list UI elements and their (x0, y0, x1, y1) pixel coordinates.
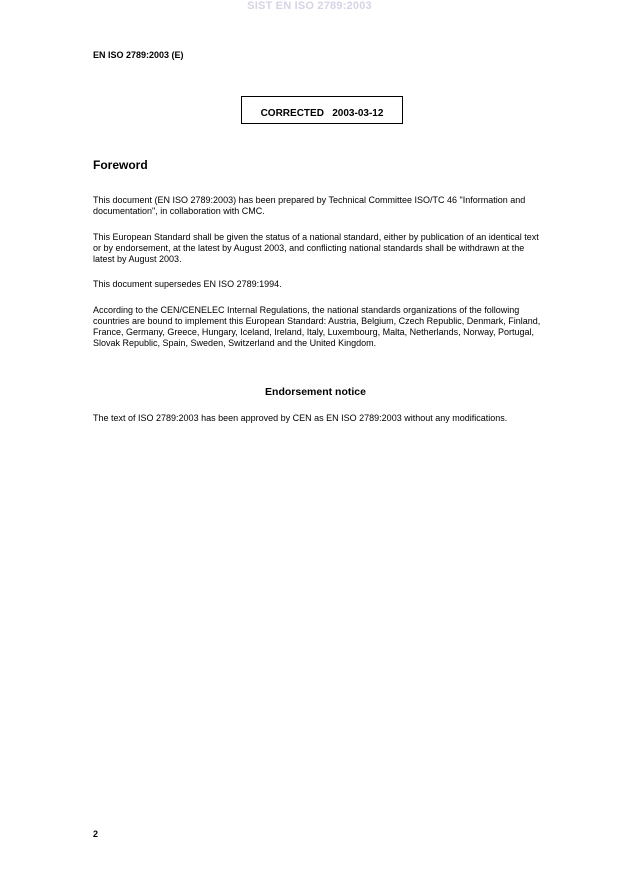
foreword-heading: Foreword (93, 158, 148, 172)
corrected-notice-text: CORRECTED 2003-03-12 (260, 108, 384, 119)
endorsement-text: The text of ISO 2789:2003 has been approved by CEN as EN ISO 2789:2003 without any modifications. (93, 413, 508, 423)
endorsement-heading: Endorsement notice (265, 386, 366, 398)
document-identifier: EN ISO 2789:2003 (E) (93, 50, 184, 60)
watermark: SIST EN ISO 2789:2003 (247, 0, 372, 12)
foreword-paragraph-3: This document supersedes EN ISO 2789:1994. (93, 279, 282, 289)
page-number: 2 (93, 829, 99, 839)
foreword-paragraph-4: According to the CEN/CENELEC Internal Regulations, the national standards organizations of the following countries are bound to implement this European Standard: Austria, Belgium, Czech Republic, Denmark, Finland, France, Germany, Greece, Hungary, Iceland, Ireland, Italy, Luxembourg, Malta, Netherlands, Norway, Portugal, Slovak Republic, Spain, Sweden, Switzerland and the United Kingdom. (93, 305, 541, 348)
corrected-notice (241, 96, 403, 124)
foreword-paragraph-2: This European Standard shall be given the status of a national standard, either by publication of an identical text or by endorsement, at the latest by August 2003, and conflicting national standards shall be withdrawn at the latest by August 2003. (93, 232, 539, 264)
foreword-paragraph-1: This document (EN ISO 2789:2003) has been prepared by Technical Committee ISO/TC 46 "Information and documentation", in collaboration with CMC. (93, 195, 526, 216)
